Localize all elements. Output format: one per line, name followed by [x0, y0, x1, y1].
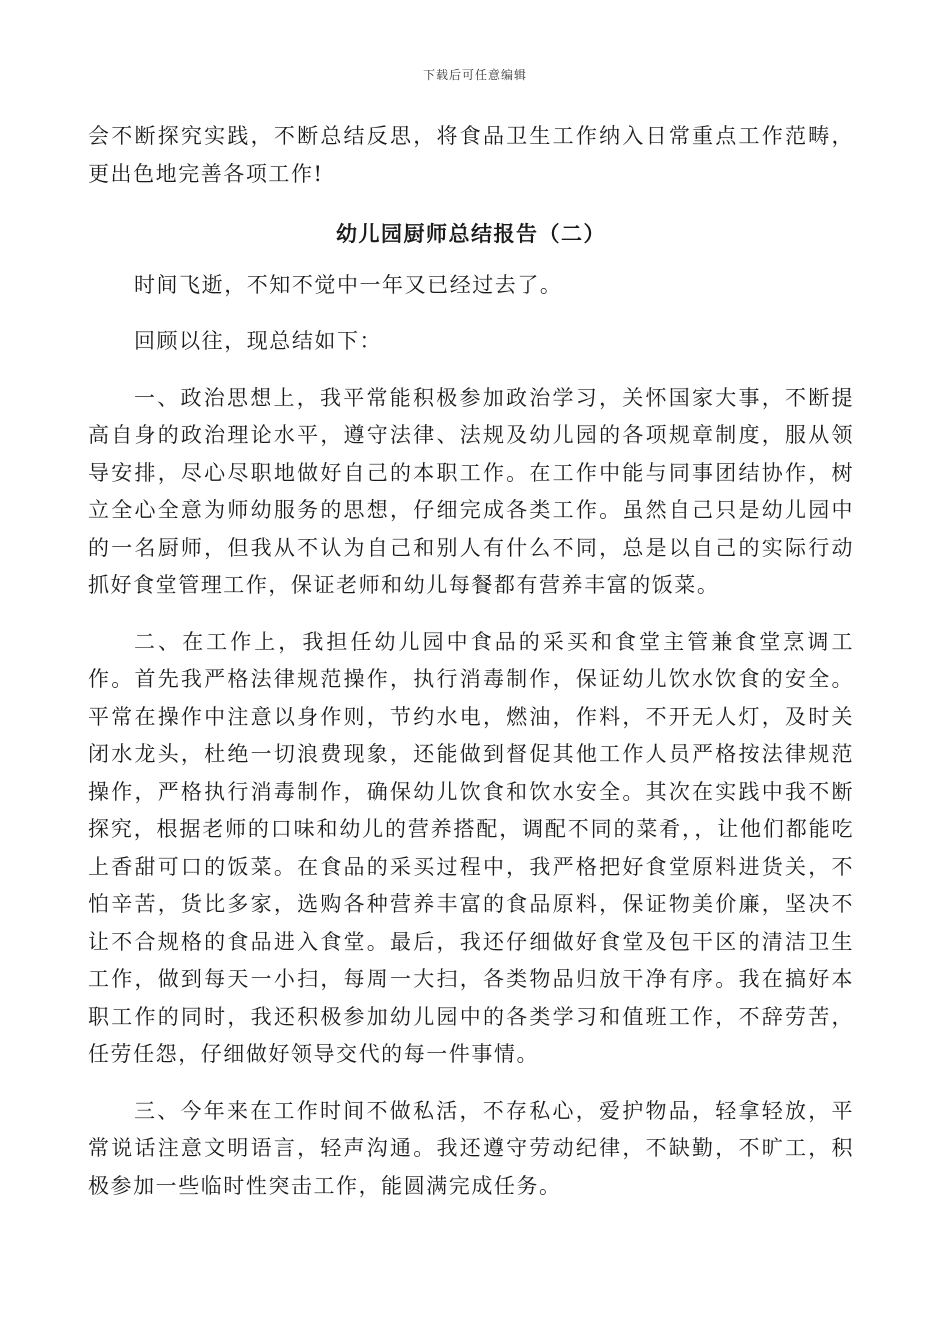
header-note: 下载后可任意编辑	[422, 68, 527, 82]
document-body	[88, 118, 854, 1205]
body-paragraph: 时间飞逝，不知不觉中一年又已经过去了。	[134, 272, 563, 297]
body-paragraph: 回顾以往，现总结如下：	[134, 329, 383, 353]
body-paragraph: 三、今年来在工作时间不做私活，不存私心，爱护物品，轻拿轻放，平常说话注意文明语言，轻声沟通。我还遵守劳动纪律，不缺勤，不旷工，积极参加一些临时性突击工作，能圆满完成任务。	[88, 1098, 854, 1198]
section-title: 幼儿园厨师总结报告（二）	[336, 221, 606, 246]
body-paragraph: 一、政治思想上，我平常能积极参加政治学习，关怀国家大事，不断提高自身的政治理论水平，遵守法律、法规及幼儿园的各项规章制度，服从领导安排，尽心尽职地做好自己的本职工作。在工作中能与同事团结协作，树立全心全意为师幼服务的思想，仔细完成各类工作。虽然自己只是幼儿园中的一名厨师，但我从不认为自己和别人有什么不同，总是以自己的实际行动抓好食堂管理工作，保证老师和幼儿每餐都有营养丰富的饭菜。	[88, 385, 854, 597]
body-paragraph: 二、在工作上，我担任幼儿园中食品的采买和食堂主管兼食堂烹调工作。首先我严格法律规范操作，执行消毒制作，保证幼儿饮水饮食的安全。平常在操作中注意以身作则，节约水电，燃油，作料，不开无人灯，及时关闭水龙头，杜绝一切浪费现象，还能做到督促其他工作人员严格按法律规范操作，严格执行消毒制作，确保幼儿饮食和饮水安全。其次在实践中我不断探究，根据老师的口味和幼儿的营养搭配，调配不同的菜肴，，让他们都能吃上香甜可口的饭菜。在食品的采买过程中，我严格把好食堂原料进货关，不怕辛苦，货比多家，选购各种营养丰富的食品原料，保证物美价廉，坚决不让不合规格的食品进入食堂。最后，我还仔细做好食堂及包干区的清洁卫生工作，做到每天一小扫，每周一大扫，各类物品归放干净有序。我在搞好本职工作的同时，我还积极参加幼儿园中的各类学习和值班工作，不辞劳苦，任劳任怨，仔细做好领导交代的每一件事情。	[88, 629, 854, 1066]
continuation-paragraph: 会不断探究实践，不断总结反思，将食品卫生工作纳入日常重点工作范畴，更出色地完善各项工作!	[88, 124, 854, 186]
